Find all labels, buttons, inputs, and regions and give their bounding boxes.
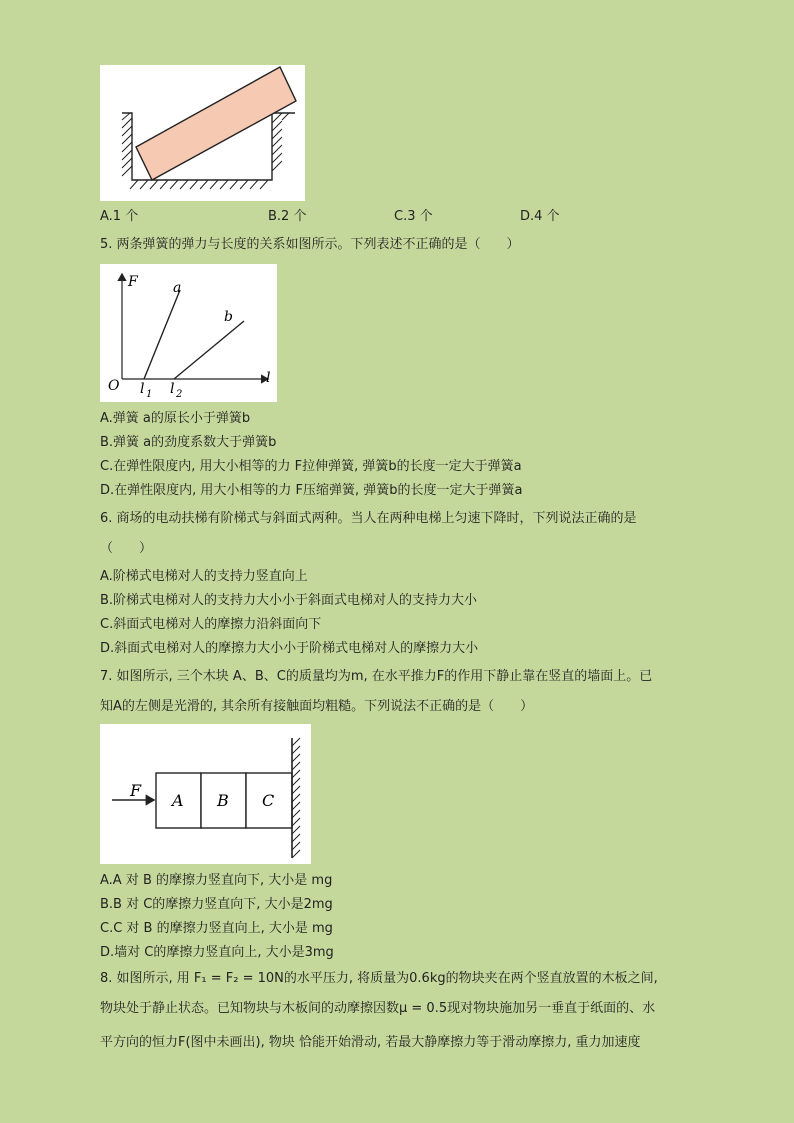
origin-label: O bbox=[108, 378, 120, 394]
l1-subscript: 1 bbox=[146, 389, 153, 400]
q8-line3: 平方向的恒力F(图中未画出), 物块 恰能开始滑动, 若最大静摩擦力等于滑动摩擦力, 重力加速度 bbox=[100, 1035, 641, 1050]
q5-option-a: A.弹簧 a的原长小于弹簧b bbox=[100, 411, 251, 426]
q5-option-d: D.在弹性限度内, 用大小相等的力 F压缩弹簧, 弹簧b的长度一定大于弹簧a bbox=[100, 483, 523, 498]
block-c-label: C bbox=[262, 791, 275, 810]
q6-option-d: D.斜面式电梯对人的摩擦力大小小于阶梯式电梯对人的摩擦力大小 bbox=[100, 641, 479, 656]
q7-stem-line1: 7. 如图所示, 三个木块 A、B、C的质量均为m, 在水平推力F的作用下静止靠在竖直的墙面上。已 bbox=[100, 669, 653, 684]
force-label: F bbox=[130, 781, 142, 800]
q6-stem-line2: （ ） bbox=[100, 541, 153, 556]
x-axis-label: l bbox=[266, 370, 271, 386]
line-a bbox=[144, 290, 180, 379]
q4-option-d: D.4 个 bbox=[520, 209, 560, 224]
block-b-label: B bbox=[217, 791, 229, 810]
q6-stem-line1: 6. 商场的电动扶梯有阶梯式与斜面式两种。当人在两种电梯上匀速下降时，下列说法正确的是 bbox=[100, 511, 637, 526]
q4-option-a: A.1 个 bbox=[100, 209, 139, 224]
q5-figure bbox=[100, 264, 277, 402]
q7-stem-line2: 知A的左侧是光滑的, 其余所有接触面均粗糙。下列说法不正确的是（ ） bbox=[100, 699, 534, 714]
q7-option-a: A.A 对 B 的摩擦力竖直向下, 大小是 mg bbox=[100, 873, 333, 888]
q8-line1: 8. 如图所示, 用 F₁ = F₂ = 10N的水平压力, 将质量为0.6kg的物块夹在两个竖直放置的木板之间, bbox=[100, 971, 658, 986]
q8-line2: 物块处于静止状态。已知物块与木板间的动摩擦因数μ = 0.5现对物块施加另一垂直于纸面的、水 bbox=[100, 1001, 656, 1016]
l2-label: l bbox=[170, 381, 175, 397]
block-a-label: A bbox=[172, 791, 184, 810]
line-b bbox=[174, 321, 244, 379]
y-axis-label: F bbox=[128, 274, 138, 290]
q6-option-c: C.斜面式电梯对人的摩擦力沿斜面向下 bbox=[100, 617, 322, 632]
q7-figure bbox=[100, 724, 311, 864]
q4-option-b: B.2 个 bbox=[268, 209, 307, 224]
q4-figure bbox=[100, 65, 305, 201]
q4-option-c: C.3 个 bbox=[394, 209, 433, 224]
q6-option-b: B.阶梯式电梯对人的支持力大小小于斜面式电梯对人的支持力大小 bbox=[100, 593, 478, 608]
q5-stem: 5. 两条弹簧的弹力与长度的关系如图所示。下列表述不正确的是（ ） bbox=[100, 237, 520, 252]
l1-label: l bbox=[140, 381, 145, 397]
q7-option-b: B.B 对 C的摩擦力竖直向下, 大小是2mg bbox=[100, 897, 333, 912]
wall bbox=[292, 738, 300, 858]
q5-option-b: B.弹簧 a的劲度系数大于弹簧b bbox=[100, 435, 277, 450]
q5-option-c: C.在弹性限度内, 用大小相等的力 F拉伸弹簧, 弹簧b的长度一定大于弹簧a bbox=[100, 459, 522, 474]
q7-option-d: D.墙对 C的摩擦力竖直向上, 大小是3mg bbox=[100, 945, 334, 960]
line-a-label: a bbox=[173, 280, 182, 296]
line-b-label: b bbox=[224, 309, 233, 325]
l2-subscript: 2 bbox=[176, 389, 183, 400]
q7-option-c: C.C 对 B 的摩擦力竖直向上, 大小是 mg bbox=[100, 921, 333, 936]
q6-option-a: A.阶梯式电梯对人的支持力竖直向上 bbox=[100, 569, 308, 584]
